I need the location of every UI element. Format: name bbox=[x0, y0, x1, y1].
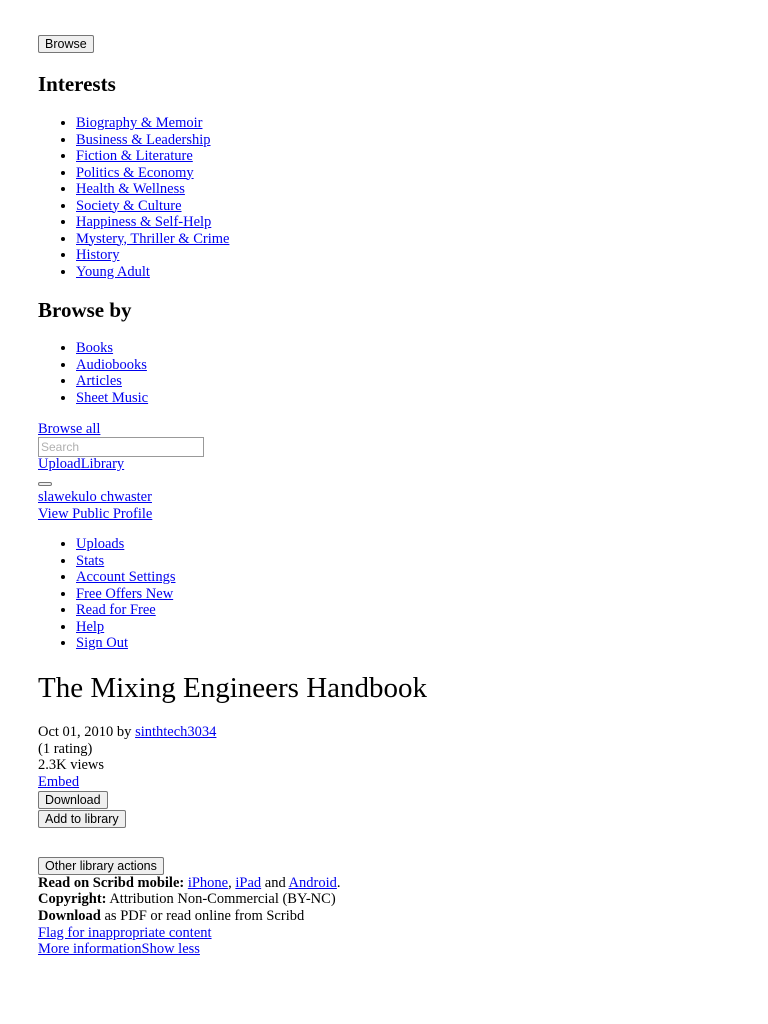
interest-link-society-culture[interactable]: Society & Culture bbox=[76, 197, 182, 214]
mobile-label: Read on Scribd mobile: bbox=[38, 875, 185, 891]
browse-all-link[interactable]: Browse all bbox=[38, 421, 101, 437]
ipad-link[interactable]: iPad bbox=[235, 875, 262, 891]
download-info-text: as PDF or read online from Scribd bbox=[104, 908, 305, 924]
show-less-link[interactable]: Show less bbox=[141, 941, 200, 957]
interest-link-health-wellness[interactable]: Health & Wellness bbox=[76, 181, 185, 197]
interest-item bbox=[76, 247, 229, 264]
account-link-free-offers[interactable]: Free Offers New bbox=[76, 585, 174, 602]
browse-by-item bbox=[76, 357, 148, 374]
account-link-account-settings[interactable]: Account Settings bbox=[76, 569, 176, 585]
interests-heading: Interests bbox=[38, 72, 116, 96]
add-to-library-button[interactable]: Add to library bbox=[38, 810, 126, 828]
rating-text: (1 rating) bbox=[38, 741, 93, 757]
document-title: The Mixing Engineers Handbook bbox=[38, 672, 428, 704]
document-meta bbox=[38, 724, 216, 741]
view-public-profile-link[interactable]: View Public Profile bbox=[38, 506, 153, 522]
mobile-and-text: and bbox=[264, 875, 286, 891]
account-link-help[interactable]: Help bbox=[76, 618, 105, 635]
interest-link-fiction-literature[interactable]: Fiction & Literature bbox=[76, 148, 193, 164]
interest-link-mystery-thriller-crime[interactable]: Mystery, Thriller & Crime bbox=[76, 230, 230, 247]
interest-item bbox=[76, 264, 229, 281]
interest-link-history[interactable]: History bbox=[76, 247, 120, 263]
interest-link-politics-economy[interactable]: Politics & Economy bbox=[76, 164, 194, 181]
account-link-sign-out[interactable]: Sign Out bbox=[76, 635, 128, 651]
interest-item bbox=[76, 181, 229, 198]
account-link-read-for-free[interactable]: Read for Free bbox=[76, 602, 156, 618]
embed-link[interactable]: Embed bbox=[38, 774, 80, 790]
copyright-line bbox=[38, 891, 336, 908]
interests-list bbox=[38, 115, 229, 280]
browse-by-item bbox=[76, 373, 148, 390]
browse-by-link-sheet-music[interactable]: Sheet Music bbox=[76, 389, 149, 406]
account-menu-item bbox=[76, 586, 175, 603]
download-info-line bbox=[38, 908, 304, 925]
account-menu-item bbox=[76, 635, 175, 652]
interest-item bbox=[76, 148, 229, 165]
browse-button[interactable]: Browse bbox=[38, 35, 94, 53]
download-button[interactable]: Download bbox=[38, 791, 108, 809]
browse-by-link-books[interactable]: Books bbox=[76, 340, 114, 356]
account-menu-item bbox=[76, 602, 175, 619]
interest-item bbox=[76, 214, 229, 231]
account-link-stats[interactable]: Stats bbox=[76, 552, 105, 569]
interest-link-young-adult[interactable]: Young Adult bbox=[76, 263, 150, 280]
interest-item bbox=[76, 231, 229, 248]
upload-link[interactable]: Upload bbox=[38, 456, 81, 472]
search-input[interactable] bbox=[38, 437, 204, 457]
user-name-link[interactable]: slawekulo chwaster bbox=[38, 489, 152, 505]
other-library-actions-button[interactable]: Other library actions bbox=[38, 857, 164, 875]
account-menu-item bbox=[76, 536, 175, 553]
browse-by-list bbox=[38, 340, 148, 406]
interest-item bbox=[76, 115, 229, 132]
document-date-by: Oct 01, 2010 by bbox=[38, 724, 136, 740]
iphone-link[interactable]: iPhone bbox=[187, 875, 229, 891]
interest-link-happiness-self-help[interactable]: Happiness & Self-Help bbox=[76, 214, 212, 230]
account-menu-list bbox=[38, 536, 175, 652]
interest-link-biography-memoir[interactable]: Biography & Memoir bbox=[76, 115, 203, 131]
flag-content-link[interactable]: Flag for inappropriate content bbox=[38, 925, 212, 941]
account-menu-item bbox=[76, 553, 175, 570]
library-link[interactable]: Library bbox=[80, 456, 125, 472]
browse-by-heading: Browse by bbox=[38, 298, 132, 322]
user-menu-toggle-button[interactable] bbox=[38, 482, 52, 486]
download-label: Download bbox=[38, 908, 101, 924]
views-text: 2.3K views bbox=[38, 757, 105, 773]
account-link-uploads[interactable]: Uploads bbox=[76, 536, 125, 552]
browse-by-link-articles[interactable]: Articles bbox=[76, 373, 122, 389]
interest-link-business-leadership[interactable]: Business & Leadership bbox=[76, 131, 211, 148]
browse-by-link-audiobooks[interactable]: Audiobooks bbox=[76, 356, 147, 373]
more-information-link[interactable]: More information bbox=[38, 941, 142, 957]
mobile-apps-line: Read on Scribd mobile: iPhone, iPad and Android. bbox=[38, 875, 341, 891]
account-menu-item bbox=[76, 569, 175, 586]
interest-item bbox=[76, 132, 229, 149]
copyright-value: Attribution Non-Commercial (BY-NC) bbox=[109, 891, 336, 907]
copyright-label: Copyright: bbox=[38, 891, 107, 907]
account-menu-item bbox=[76, 619, 175, 636]
browse-by-item bbox=[76, 340, 148, 357]
browse-by-item bbox=[76, 390, 148, 407]
interest-item bbox=[76, 165, 229, 182]
interest-item bbox=[76, 198, 229, 215]
android-link[interactable]: Android bbox=[288, 875, 337, 891]
author-link[interactable]: sinthtech3034 bbox=[135, 724, 217, 740]
